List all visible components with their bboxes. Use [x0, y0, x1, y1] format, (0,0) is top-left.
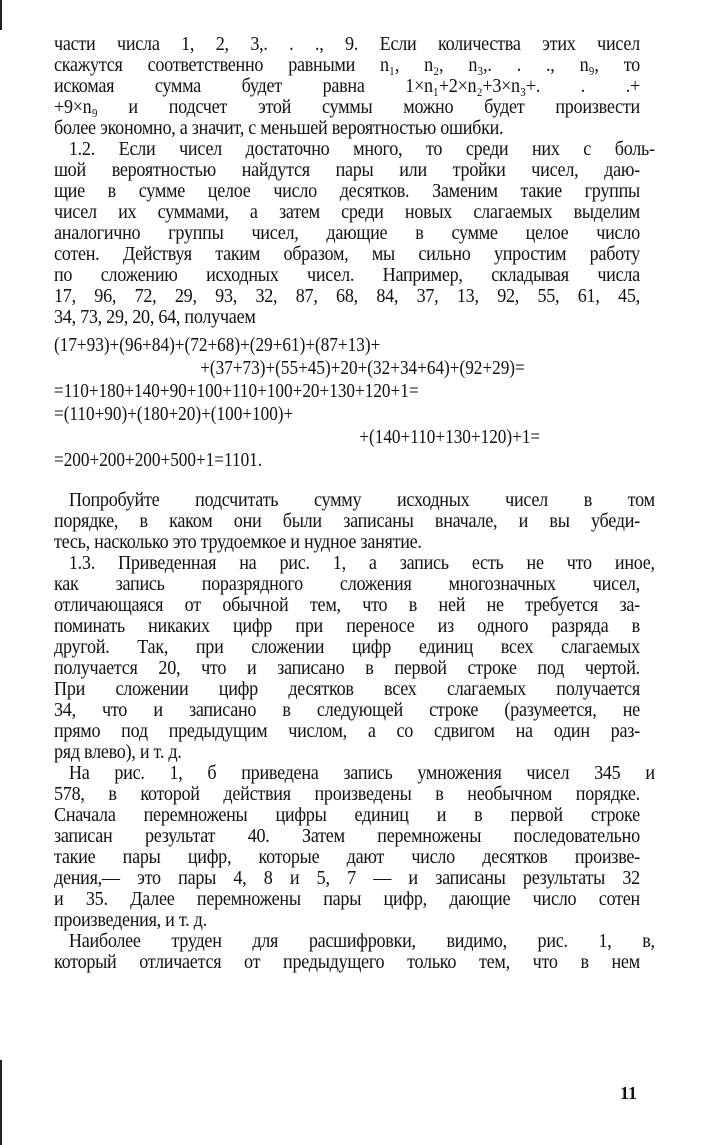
formula-line: +(37+73)+(55+45)+20+(32+34+64)+(92+29)= [200, 357, 525, 379]
text-line: такие пары цифр, которые дают число десятков произве- [54, 847, 640, 868]
text-line: При сложении цифр десятков всех слагаемых получается [54, 679, 640, 700]
text-line: На рис. 1, б приведена запись умножения чисел 345 и [68, 763, 655, 784]
text-line: другой. Так, при сложении цифр единиц всех слагаемых [54, 637, 640, 658]
formula-line: =(110+90)+(180+20)+(100+100)+ [54, 403, 294, 425]
text-line: +9×n₉ и подсчет этой суммы можно будет произвести [54, 97, 640, 118]
text-line: 578, в которой действия произведены в необычном порядке. [54, 784, 640, 805]
text-line: порядке, в каком они были записаны вначале, и вы убеди- [54, 511, 640, 532]
text-line: поминать никаких цифр при переносе из одного разряда в [54, 616, 640, 637]
text-line: получается 20, что и записано в первой строке под чертой. [54, 658, 640, 679]
scan-edge-mark [0, 0, 2, 30]
formula-line: =110+180+140+90+100+110+100+20+130+120+1= [54, 380, 419, 402]
text-line: тесь, насколько это трудоемкое и нудное занятие. [54, 532, 422, 553]
text-line: отличающаяся от обычной тем, что в ней не требуется за- [54, 595, 640, 616]
text-line: Попробуйте подсчитать сумму исходных чисел в том [68, 490, 655, 511]
page-number: 11 [620, 1083, 638, 1103]
text-line: дения,— это пары 4, 8 и 5, 7 — и записаны результаты 32 [54, 868, 640, 889]
paragraph-try [54, 490, 655, 553]
summation-formula [54, 334, 640, 472]
text-line: 1.3. Приведенная на рис. 1, а запись есть не что иное, [68, 553, 655, 574]
text-line: как запись поразрядного сложения многозначных чисел, [54, 574, 640, 595]
formula-line: +(140+110+130+120)+1= [359, 426, 541, 448]
scan-edge-mark [0, 1060, 2, 1145]
text-line: 17, 96, 72, 29, 93, 32, 87, 68, 84, 37, 13, 92, 55, 61, 45, [54, 286, 640, 307]
text-line: прямо под предыдущим числом, а со сдвигом на один раз- [54, 721, 640, 742]
text-line: чисел их суммами, а затем среди новых слагаемых выделим [54, 202, 640, 223]
text-line: произведения, и т. д. [54, 910, 207, 931]
text-line: щие в сумме целое число десятков. Заменим такие группы [54, 181, 640, 202]
text-line: который отличается от предыдущего только тем, что в нем [54, 952, 640, 973]
text-line: и 35. Далее перемножены пары цифр, дающие число сотен [54, 889, 640, 910]
text-line: более экономно, а значит, с меньшей вероятностью ошибки. [54, 118, 504, 139]
paragraph-1 [54, 34, 640, 139]
text-line: аналогично группы чисел, дающие в сумме целое число [54, 223, 640, 244]
paragraph-hardest [54, 931, 655, 973]
text-line: Наиболее труден для расшифровки, видимо, рис. 1, в, [68, 931, 655, 952]
text-line: шой вероятностью найдутся пары или тройки чисел, даю- [54, 160, 640, 181]
paragraph-1-2 [54, 139, 655, 328]
text-line: по сложению исходных чисел. Например, складывая числа [54, 265, 640, 286]
text-line: части числа 1, 2, 3,. . ., 9. Если количества этих чисел [54, 34, 640, 55]
formula-line: (17+93)+(96+84)+(72+68)+(29+61)+(87+13)+ [54, 334, 381, 356]
text-line: записан результат 40. Затем перемножены последовательно [54, 826, 640, 847]
text-line: ряд влево), и т. д. [54, 742, 182, 763]
text-line: 1.2. Если чисел достаточно много, то среди них с боль- [68, 139, 655, 160]
formula-line: =200+200+200+500+1=1101. [54, 449, 263, 471]
text-line: искомая сумма будет равна 1×n₁+2×n₂+3×n₃+. . .+ [54, 76, 640, 97]
book-page [54, 34, 655, 973]
text-line: 34, 73, 29, 20, 64, получаем [54, 307, 256, 328]
text-line: сотен. Действуя таким образом, мы сильно упростим работу [54, 244, 640, 265]
paragraph-multiplication [54, 763, 655, 931]
text-line: Сначала перемножены цифры единиц и в первой строке [54, 805, 640, 826]
paragraph-1-3 [54, 553, 655, 763]
text-line: 34, что и записано в следующей строке (разумеется, не [54, 700, 640, 721]
text-line: скажутся соответственно равными n₁, n₂, n₃,. . ., n₉, то [54, 55, 640, 76]
